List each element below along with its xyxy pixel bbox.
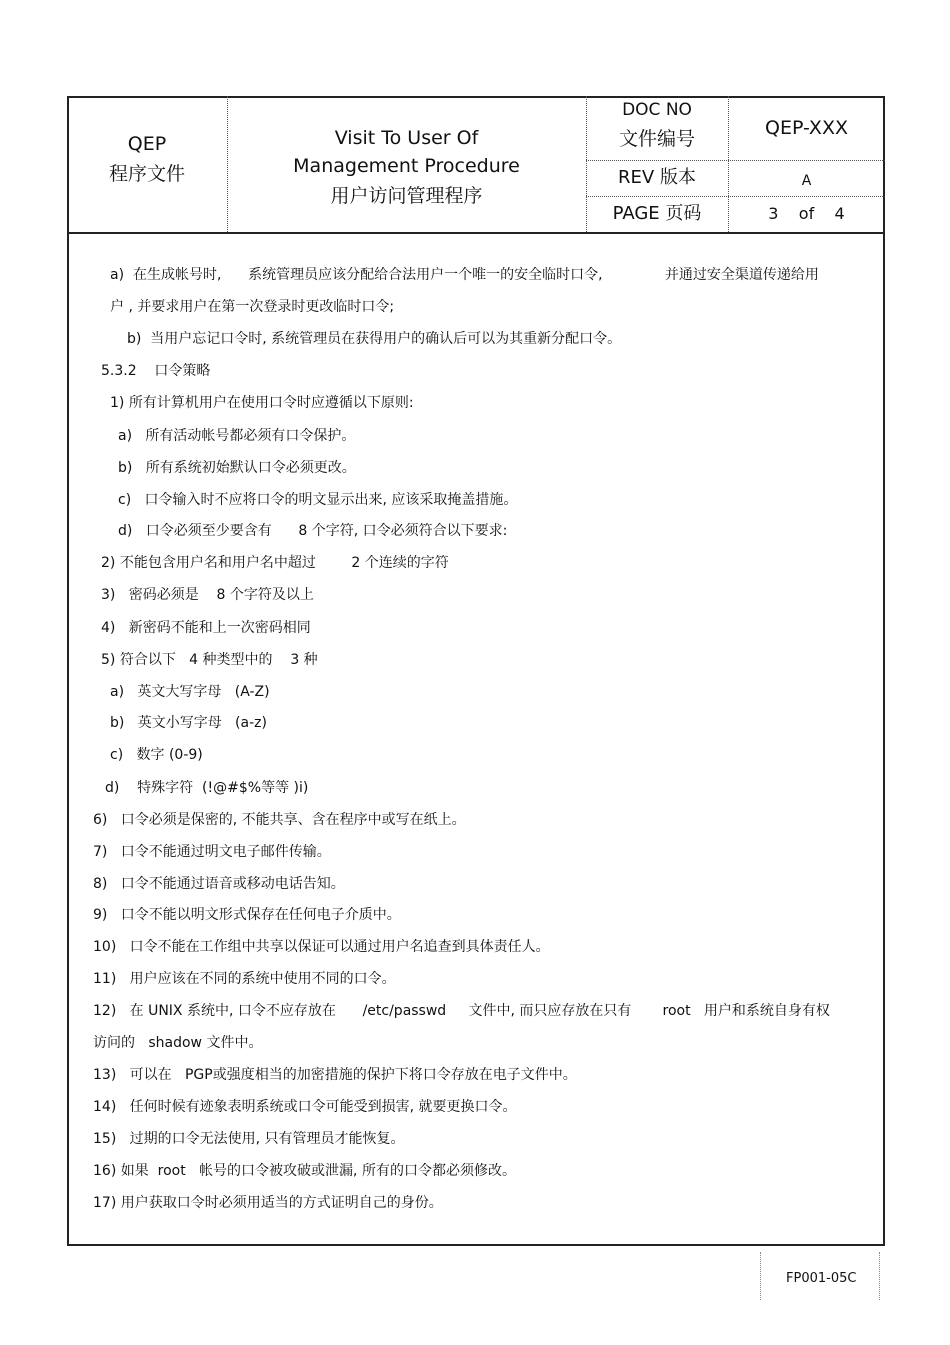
page-value: 3 of 4 <box>768 204 845 223</box>
body-line: b) 英文小写字母 (a-z) <box>110 715 267 731</box>
body-line: c) 口令输入时不应将口令的明文显示出来, 应该采取掩盖措施。 <box>118 492 518 508</box>
body-line: d) 特殊字符 (!@#$%等等 )i) <box>105 780 309 796</box>
body-line: 16) 如果 root 帐号的口令被攻破或泄漏, 所有的口令都必须修改。 <box>93 1163 516 1179</box>
body-line: 15) 过期的口令无法使用, 只有管理员才能恢复。 <box>93 1131 405 1147</box>
rev-label: REV 版本 <box>618 167 696 188</box>
doc-no-label-en: DOC NO <box>622 100 692 120</box>
body-line: 12) 在 UNIX 系统中, 口令不应存放在 /etc/passwd 文件中, 而只应存放在只有 root 用户和系统自身有权 <box>93 1003 830 1019</box>
title-en-line1: Visit To User Of <box>334 127 479 149</box>
title-en-line2: Management Procedure <box>293 155 520 177</box>
body-line: 7) 口令不能通过明文电子邮件传输。 <box>93 844 331 860</box>
body-line: 5) 符合以下 4 种类型中的 3 种 <box>101 652 318 668</box>
body-line: 13) 可以在 PGP或强度相当的加密措施的保护下将口令存放在电子文件中。 <box>93 1067 577 1083</box>
body-line: 访问的 shadow 文件中。 <box>93 1035 263 1051</box>
doc-no-label-cn: 文件编号 <box>618 128 695 150</box>
doc-no-value: QEP-XXX <box>765 117 848 139</box>
doc-type-code: QEP <box>127 133 167 155</box>
page-label: PAGE 页码 <box>612 203 702 224</box>
body-line: a) 所有活动帐号都必须有口令保护。 <box>118 428 356 444</box>
body-line: 3) 密码必须是 8 个字符及以上 <box>101 587 314 603</box>
body-line: 2) 不能包含用户名和用户名中超过 2 个连续的字符 <box>101 555 449 571</box>
body-line: 4) 新密码不能和上一次密码相同 <box>101 620 311 636</box>
body-line: 9) 口令不能以明文形式保存在任何电子介质中。 <box>93 907 401 923</box>
body-line: d) 口令必须至少要含有 8 个字符, 口令必须符合以下要求: <box>118 523 508 539</box>
body-line: 10) 口令不能在工作组中共享以保证可以通过用户名追查到具体责任人。 <box>93 939 550 955</box>
section-heading: 5.3.2 口令策略 <box>101 363 211 379</box>
header-row-divider <box>586 196 885 197</box>
body-line: 11) 用户应该在不同的系统中使用不同的口令。 <box>93 971 396 987</box>
doc-type-name: 程序文件 <box>108 163 185 185</box>
rev-value: A <box>801 173 812 189</box>
body-line: 6) 口令必须是保密的, 不能共享、含在程序中或写在纸上。 <box>93 812 466 828</box>
body-line: b) 当用户忘记口令时, 系统管理员在获得用户的确认后可以为其重新分配口令。 <box>127 331 622 347</box>
document-header <box>67 96 885 234</box>
form-code: FP001-05C <box>786 1271 857 1286</box>
body-line: 1) 所有计算机用户在使用口令时应遵循以下原则: <box>110 395 414 411</box>
body-line: 17) 用户获取口令时必须用适当的方式证明自己的身份。 <box>93 1195 443 1211</box>
header-row-divider <box>586 160 885 161</box>
body-line: a) 英文大写字母 (A-Z) <box>110 684 270 700</box>
body-line: c) 数字 (0-9) <box>110 747 203 763</box>
body-line: 8) 口令不能通过语音或移动电话告知。 <box>93 876 345 892</box>
body-line: a) 在生成帐号时, 系统管理员应该分配给合法用户一个唯一的安全临时口令, 并通过安全渠道传递给用 <box>110 267 819 283</box>
body-line: b) 所有系统初始默认口令必须更改。 <box>118 460 356 476</box>
title-cn: 用户访问管理程序 <box>330 185 483 207</box>
body-line: 14) 任何时候有迹象表明系统或口令可能受到损害, 就要更换口令。 <box>93 1099 517 1115</box>
body-line: 户 , 并要求用户在第一次登录时更改临时口令; <box>110 299 395 315</box>
